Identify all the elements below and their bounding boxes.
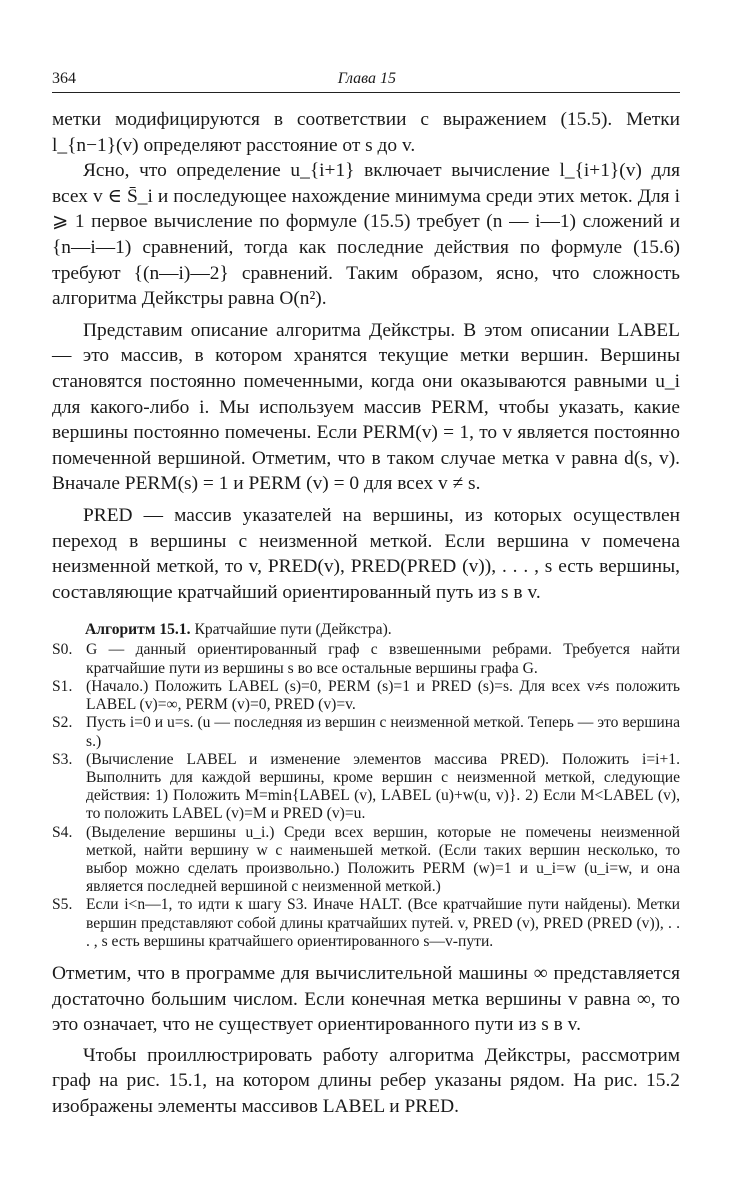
algorithm-step: [52, 641, 680, 677]
step-text: G — данный ориентированный граф с взвешенными ребрами. Требуется найти кратчайшие пути из вершины s во все остальные вершины графа G.: [86, 641, 680, 677]
algorithm-step: [52, 751, 680, 824]
step-text: (Вычисление LABEL и изменение элементов массива PRED). Положить i=i+1. Выполнить для каждой вершины, кроме вершин с неизменной меткой, следующие действия: 1) Положить M=min{LABEL (v), LABEL (u)+w(u, v)}. 2) Если M<LABEL (v), то положить LABEL (v)=M и PRED (v)=u.: [86, 750, 680, 823]
paragraph-6: Чтобы проиллюстрировать работу алгоритма Дейкстры, рассмотрим граф на рис. 15.1, на котором длины ребер указаны рядом. На рис. 15.2 изображены элементы массивов LABEL и PRED.: [52, 1044, 680, 1117]
step-label: S0.: [52, 641, 73, 659]
page-number: 364: [52, 70, 76, 87]
paragraph-2: Ясно, что определение u_{i+1} включает вычисление l_{i+1}(v) для всех v ∈ S̄_i и последующее нахождение минимума среди этих меток. Для i ⩾ 1 первое вычисление по формуле (15.5) требует (n — i—1) сложений и {n—i—1) сравнений, тогда как последние действия по формуле (15.6) требуют {(n—i)—2} сравнений. Таким образом, ясно, что сложность алгоритма Дейкстры равна O(n²).: [52, 160, 680, 310]
book-page: [52, 70, 680, 1120]
paragraph-1: метки модифицируются в соответствии с выражением (15.5). Метки l_{n−1}(v) определяют расстояние от s до v.: [52, 109, 680, 156]
running-header: [52, 70, 680, 93]
step-label: S2.: [52, 714, 73, 732]
paragraph-3: Представим описание алгоритма Дейкстры. В этом описании LABEL — это массив, в котором хранятся текущие метки вершин. Вершины становятся постоянно помеченными, когда они оказываются равными u_i для какого-либо i. Мы используем массив PERM, чтобы указать, какие вершины постоянно помечены. Если PERM(v) = 1, то v является постоянно помеченной вершиной. Отметим, что в таком случае метка v равна d(s, v). Вначале PERM(s) = 1 и PERM (v) = 0 для всех v ≠ s.: [52, 319, 680, 495]
algorithm-title: [52, 621, 680, 639]
step-text: Если i<n—1, то идти к шагу S3. Иначе HALT. (Все кратчайшие пути найдены). Метки вершин представляют собой длины кратчайших путей. v, PRED (v), PRED (PRED (v)), . . . , s есть вершины кратчайшего ориентированного s—v-пути.: [86, 896, 680, 950]
algorithm-number: Алгоритм 15.1.: [85, 621, 191, 639]
algorithm-block: [52, 621, 680, 951]
step-text: Пусть i=0 и u=s. (u — последняя из вершин с неизменной меткой. Теперь — это вершина s.): [86, 714, 680, 750]
step-text: (Выделение вершины u_i.) Среди всех вершин, которые не помечены неизменной меткой, найти вершину w с наименьшей меткой. (Если таких вершин несколько, то выбор можно сделать произвольно.) Положить PERM (w)=1 и u_i=w (u_i=w, и она является последней вершиной с неизменной меткой.): [86, 823, 680, 896]
step-label: S1.: [52, 677, 73, 695]
step-label: S5.: [52, 896, 73, 914]
algorithm-name: Кратчайшие пути (Дейкстра).: [194, 621, 392, 639]
paragraph-4: PRED — массив указателей на вершины, из которых осуществлен переход в вершины с неизменной меткой. Если вершина v помечена неизменной меткой, то v, PRED(v), PRED(PRED (v)), . . . , s есть вершины, составляющие кратчайший ориентированный путь из s в v.: [52, 504, 680, 603]
chapter-title: Глава 15: [337, 70, 396, 87]
main-text: [52, 107, 680, 605]
step-text: (Начало.) Положить LABEL (s)=0, PERM (s)=1 и PRED (s)=s. Для всех v≠s положить LABEL (v)=∞, PERM (v)=0, PRED (v)=v.: [86, 677, 680, 714]
step-label: S4.: [52, 823, 73, 841]
algorithm-step: [52, 714, 680, 750]
paragraph-5: Отметим, что в программе для вычислительной машины ∞ представляется достаточно большим числом. Если конечная метка вершины v равна ∞, то это означает, что не существует ориентированного пути из s в v.: [52, 962, 680, 1036]
algorithm-step: [52, 678, 680, 714]
closing-text: [52, 961, 680, 1120]
step-label: S3.: [52, 750, 73, 768]
algorithm-step: [52, 824, 680, 897]
algorithm-step: [52, 896, 680, 951]
